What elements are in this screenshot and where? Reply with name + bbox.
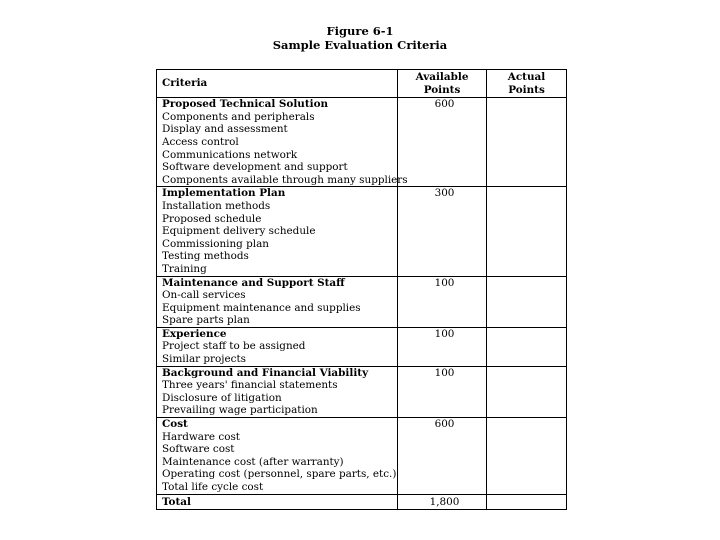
- criteria-item: Spare parts plan: [162, 314, 250, 327]
- criteria-item: Training: [162, 262, 207, 275]
- criteria-item: Testing methods: [162, 250, 249, 263]
- figure-title: Sample Evaluation Criteria: [272, 38, 448, 52]
- criteria-item: Commissioning plan: [162, 237, 270, 250]
- criteria-cell: [157, 327, 398, 366]
- criteria-item: Installation methods: [162, 199, 271, 212]
- available-points-column-header: [398, 70, 487, 98]
- criteria-column-header: [157, 70, 398, 98]
- section-title: Background and Financial Viability: [162, 366, 369, 379]
- actual-points-cell: [487, 98, 567, 187]
- section-title: Implementation Plan: [162, 187, 286, 200]
- available-header-line1: Available: [415, 71, 469, 83]
- section-title: Proposed Technical Solution: [162, 98, 329, 111]
- available-points-cell: 600: [398, 418, 487, 495]
- evaluation-criteria-table: [156, 69, 567, 510]
- criteria-cell: [157, 187, 398, 276]
- criteria-cell: [157, 98, 408, 187]
- criteria-item: Total life cycle cost: [162, 481, 264, 493]
- available-points-cell: 100: [398, 327, 487, 366]
- criteria-header-label: Criteria: [162, 77, 208, 90]
- criteria-item: Equipment maintenance and supplies: [162, 301, 361, 314]
- table-header-row: [157, 70, 567, 98]
- total-label: Total: [157, 494, 398, 510]
- criteria-item: Software cost: [162, 443, 235, 456]
- actual-points-cell: [487, 366, 567, 417]
- total-available-points: 1,800: [398, 494, 487, 510]
- section-title: Experience: [162, 327, 227, 340]
- criteria-item: Prevailing wage participation: [162, 404, 318, 417]
- available-points-cell: 100: [398, 276, 487, 327]
- criteria-item: Project staff to be assigned: [162, 340, 306, 353]
- criteria-item: Access control: [162, 135, 239, 148]
- table-row: [157, 98, 567, 187]
- actual-points-cell: [487, 276, 567, 327]
- table-row: [157, 366, 567, 417]
- actual-header-line2: Points: [508, 83, 545, 96]
- total-row: [157, 494, 567, 510]
- criteria-item: Hardware cost: [162, 430, 240, 443]
- table-row: [157, 327, 567, 366]
- available-points-cell: 100: [398, 366, 487, 417]
- criteria-item: Operating cost (personnel, spare parts, etc.): [162, 468, 397, 481]
- available-header-line2: Points: [423, 83, 461, 96]
- table-row: [157, 418, 567, 495]
- figure-number: Figure 6-1: [326, 24, 394, 38]
- criteria-item: Display and assessment: [162, 123, 288, 136]
- criteria-cell: [157, 276, 398, 327]
- criteria-cell: [157, 366, 398, 417]
- criteria-item: Similar projects: [162, 353, 246, 366]
- actual-points-cell: [487, 418, 567, 495]
- criteria-item: Software development and support: [162, 161, 348, 174]
- criteria-item: Disclosure of litigation: [162, 391, 282, 404]
- actual-points-cell: [487, 187, 567, 276]
- actual-points-column-header: [487, 70, 567, 98]
- section-title: Maintenance and Support Staff: [162, 276, 345, 289]
- criteria-item: Communications network: [162, 148, 298, 161]
- section-title: Cost: [162, 418, 188, 431]
- criteria-item: Maintenance cost (after warranty): [162, 455, 344, 468]
- actual-header-line1: Actual: [507, 71, 546, 83]
- total-actual-points: [487, 494, 567, 510]
- table-row: [157, 187, 567, 276]
- available-points-cell: 600: [398, 98, 487, 187]
- criteria-cell: [157, 418, 398, 495]
- available-points-cell: 300: [398, 187, 487, 276]
- table-row: [157, 276, 567, 327]
- criteria-table-body: [157, 98, 567, 494]
- figure-heading: [0, 24, 720, 52]
- criteria-item: Proposed schedule: [162, 212, 262, 225]
- actual-points-cell: [487, 327, 567, 366]
- criteria-item: Three years' financial statements: [162, 379, 338, 392]
- criteria-item: On-call services: [162, 289, 246, 302]
- criteria-item: Components and peripherals: [162, 110, 315, 123]
- criteria-item: Equipment delivery schedule: [162, 225, 316, 238]
- criteria-item: Components available through many suppliers: [162, 173, 408, 186]
